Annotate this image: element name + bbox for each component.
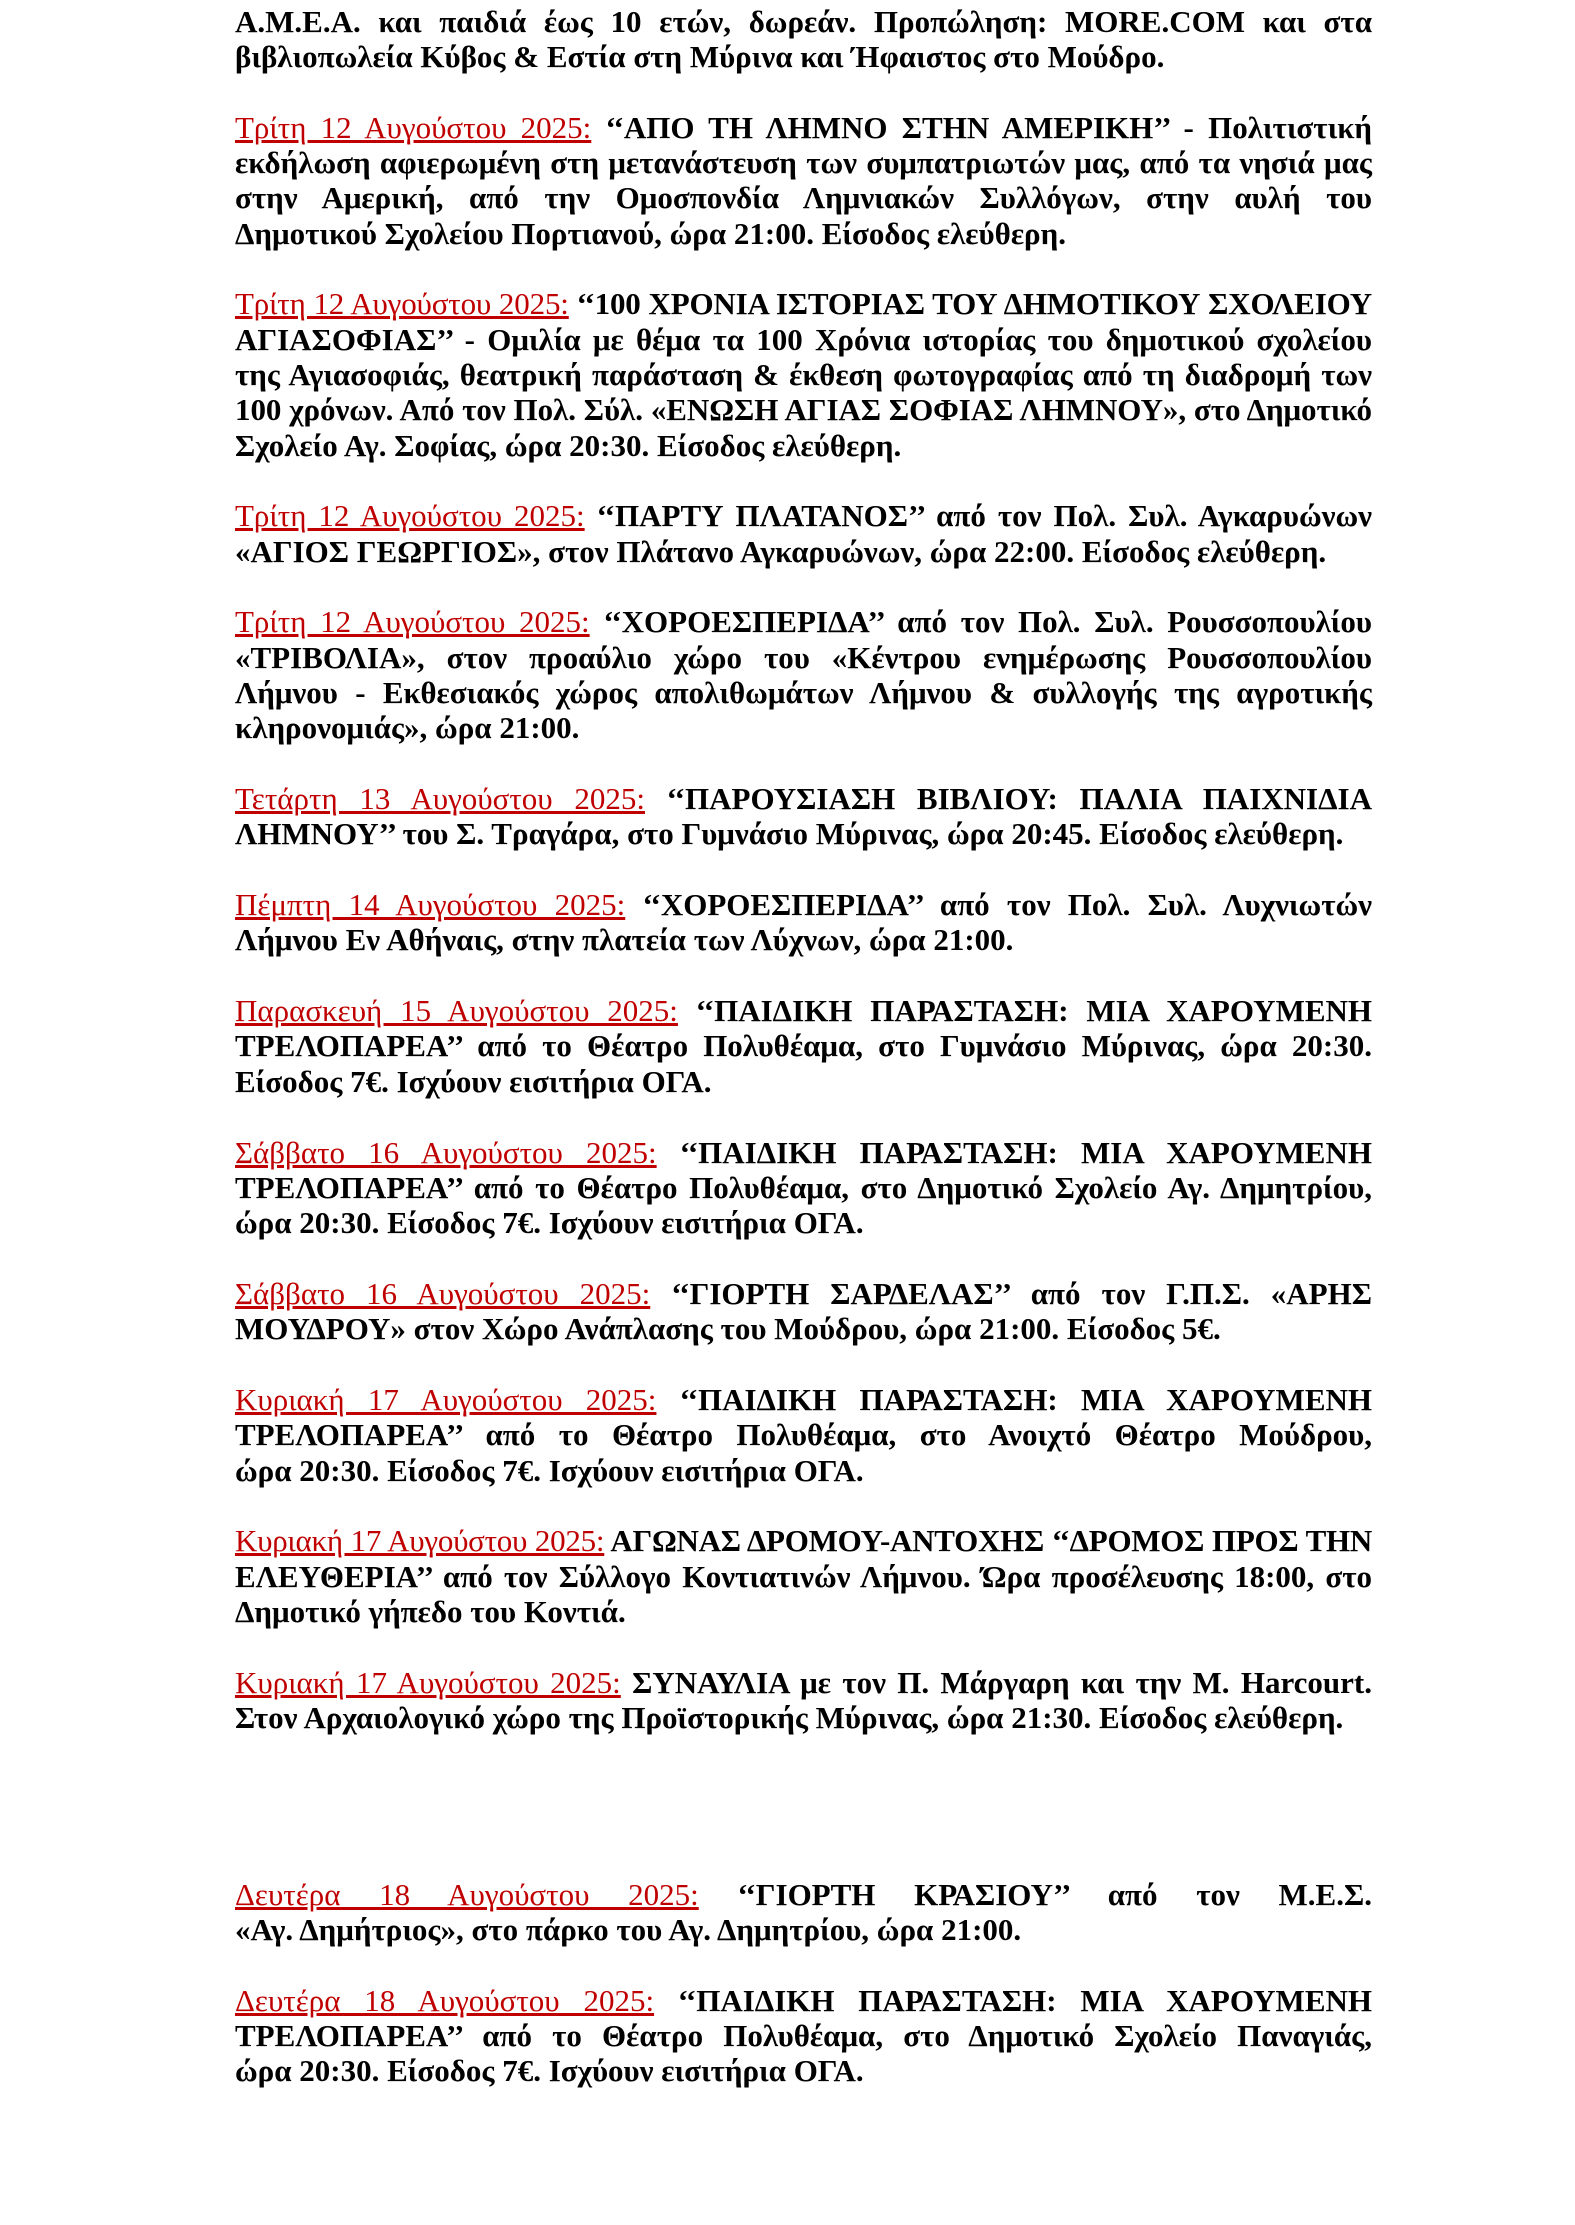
event-date: Τρίτη 12 Αυγούστου 2025: <box>235 286 569 322</box>
event-date: Τετάρτη 13 Αυγούστου 2025: <box>235 781 645 817</box>
event-text-line: «ΤΡΙΒΟΛΙΑ», στον προαύλιο χώρο του «Κέντρου ενημέρωσης Ρουσσοπουλίου <box>235 639 1372 675</box>
event-text-line: Είσοδος 7€. Ισχύουν εισιτήρια ΟΓΑ. <box>235 1063 712 1099</box>
event-text-line: ΤΡΕΛΟΠΑΡΕΑ’’ από το Θέατρο Πολυθέαμα, στο Ανοιχτό Θέατρο Μούδρου, <box>235 1417 1372 1453</box>
event-text-line <box>235 1382 1372 1417</box>
event-entry <box>235 887 1372 958</box>
event-text-line: ΤΡΕΛΟΠΑΡΕΑ’’ από το Θέατρο Πολυθέαμα, στο Γυμνάσιο Μύρινας, ώρα 20:30. <box>235 1028 1372 1064</box>
event-date: Σάββατο 16 Αυγούστου 2025: <box>235 1134 657 1170</box>
event-text-line: ΤΡΕΛΟΠΑΡΕΑ’’ από το Θέατρο Πολυθέαμα, στο Δημοτικό Σχολείο Αγ. Δημητρίου, <box>235 1169 1372 1205</box>
event-text-line <box>235 1983 1372 2018</box>
event-entry <box>235 781 1372 852</box>
event-text-line <box>235 1877 1372 1912</box>
event-date: Δευτέρα 18 Αυγούστου 2025: <box>235 1982 655 2018</box>
event-text-line: Στον Αρχαιολογικό χώρο της Προϊστορικής Μύρινας, ώρα 21:30. Είσοδος ελεύθερη. <box>235 1700 1344 1735</box>
event-entry <box>235 1276 1372 1347</box>
event-entry <box>235 1523 1372 1629</box>
event-text-line: Δημοτικό γήπεδο του Κοντιά. <box>235 1593 626 1629</box>
event-entry <box>235 1983 1372 2089</box>
document-page <box>235 4 1372 2089</box>
event-text: ‘‘ΑΠΟ ΤΗ ΛΗΜΝΟ ΣΤΗΝ ΑΜΕΡΙΚΗ’’ - Πολιτιστική <box>605 109 1373 145</box>
event-text: ‘‘100 ΧΡΟΝΙΑ ΙΣΤΟΡΙΑΣ ΤΟΥ ΔΗΜΟΤΙΚΟΥ ΣΧΟΛΕΙΟΥ <box>576 286 1372 322</box>
event-text-line: κληρονομιάς», ώρα 21:00. <box>235 710 580 746</box>
event-date: Τρίτη 12 Αυγούστου 2025: <box>235 109 592 145</box>
event-text-line: της Αγιασοφιάς, θεατρική παράσταση & έκθεση φωτογραφίας από τη διαδρομή των <box>235 356 1372 392</box>
event-text-line <box>235 1276 1372 1311</box>
event-date: Κυριακή 17 Αυγούστου 2025: <box>235 1381 657 1417</box>
event-text-line: «ΑΓΙΟΣ ΓΕΩΡΓΙΟΣ», στον Πλάτανο Αγκαρυώνων, ώρα 22:00. Είσοδος ελεύθερη. <box>235 533 1327 569</box>
event-text-line <box>235 498 1372 533</box>
event-entry <box>235 110 1372 251</box>
event-text: ‘‘ΠΑΙΔΙΚΗ ΠΑΡΑΣΤΑΣΗ: ΜΙΑ ΧΑΡΟΥΜΕΝΗ <box>695 993 1373 1029</box>
event-text-line: ΛΗΜΝΟΥ’’ του Σ. Τραγάρα, στο Γυμνάσιο Μύρινας, ώρα 20:45. Είσοδος ελεύθερη. <box>235 816 1344 852</box>
event-text: ‘‘ΠΑΡΤΥ ΠΛΑΤΑΝΟΣ’’ από τον Πολ. Συλ. Αγκαρυώνων <box>596 498 1373 534</box>
event-entry <box>235 993 1372 1099</box>
event-entry <box>235 286 1372 463</box>
event-text: ‘‘ΧΟΡΟΕΣΠΕΡΙΔΑ’’ από τον Πολ. Συλ. Ρουσσοπουλίου <box>603 604 1372 640</box>
event-date: Σάββατο 16 Αυγούστου 2025: <box>235 1275 651 1311</box>
event-date: Πέμπτη 14 Αυγούστου 2025: <box>235 887 626 923</box>
event-text-line: Σχολείο Αγ. Σοφίας, ώρα 20:30. Είσοδος ελεύθερη. <box>235 427 902 463</box>
event-entry <box>235 1382 1372 1488</box>
event-text: ‘‘ΠΑΙΔΙΚΗ ΠΑΡΑΣΤΑΣΗ: ΜΙΑ ΧΑΡΟΥΜΕΝΗ <box>677 1982 1372 2018</box>
event-text-line <box>235 110 1372 145</box>
event-entry <box>235 498 1372 569</box>
event-text-line <box>235 286 1372 321</box>
event-text: ‘‘ΠΑΙΔΙΚΗ ΠΑΡΑΣΤΑΣΗ: ΜΙΑ ΧΑΡΟΥΜΕΝΗ <box>679 1381 1372 1417</box>
event-text-line <box>235 887 1372 922</box>
intro-paragraph <box>235 4 1372 75</box>
event-text: ‘‘ΧΟΡΟΕΣΠΕΡΙΔΑ’’ από τον Πολ. Συλ. Λυχνιωτών <box>642 887 1372 923</box>
event-text-line: ώρα 20:30. Είσοδος 7€. Ισχύουν εισιτήρια ΟΓΑ. <box>235 1205 864 1241</box>
event-text-line: 100 χρόνων. Από τον Πολ. Σύλ. «ΕΝΩΣΗ ΑΓΙΑΣ ΣΟΦΙΑΣ ΛΗΜΝΟΥ», στο Δημοτικό <box>235 392 1372 428</box>
event-text: ‘‘ΠΑΙΔΙΚΗ ΠΑΡΑΣΤΑΣΗ: ΜΙΑ ΧΑΡΟΥΜΕΝΗ <box>679 1134 1372 1170</box>
event-text-line: ΕΛΕΥΘΕΡΙΑ’’ από τον Σύλλογο Κοντιατινών Λήμνου. Ώρα προσέλευσης 18:00, στο <box>235 1558 1372 1594</box>
event-text: ΑΓΩΝΑΣ ΔΡΟΜΟΥ-ΑΝΤΟΧΗΣ ‘‘ΔΡΟΜΟΣ ΠΡΟΣ ΤΗΝ <box>610 1523 1372 1559</box>
event-text-line: εκδήλωση αφιερωμένη στη μετανάστευση των συμπατριωτών μας, από τα νησιά μας <box>235 144 1372 180</box>
intro-text-line: βιβλιοπωλεία Κύβος & Εστία στη Μύρινα και Ήφαιστος στο Μούδρο. <box>235 38 1165 74</box>
event-date: Δευτέρα 18 Αυγούστου 2025: <box>235 1876 699 1912</box>
event-date: Τρίτη 12 Αυγούστου 2025: <box>235 604 590 640</box>
event-text: ΣΥΝΑΥΛΙΑ με τον Π. Μάργαρη και την Μ. Harcourt. <box>632 1664 1373 1700</box>
event-entry <box>235 1877 1372 1948</box>
event-text-line <box>235 1135 1372 1170</box>
event-entry <box>235 1135 1372 1241</box>
event-date: Παρασκευή 15 Αυγούστου 2025: <box>235 993 678 1029</box>
event-text-line <box>235 1665 1372 1700</box>
event-text-line: ΜΟΥΔΡΟΥ» στον Χώρο Ανάπλασης του Μούδρου, ώρα 21:00. Είσοδος 5€. <box>235 1311 1221 1347</box>
event-text-line: «Αγ. Δημήτριος», στο πάρκο του Αγ. Δημητρίου, ώρα 21:00. <box>235 1912 1022 1948</box>
event-text-line <box>235 604 1372 639</box>
event-text: ‘‘ΓΙΟΡΤΗ ΣΑΡΔΕΛΑΣ’’ από τον Γ.Π.Σ. «ΑΡΗΣ <box>671 1275 1372 1311</box>
event-text-line: ώρα 20:30. Είσοδος 7€. Ισχύουν εισιτήρια ΟΓΑ. <box>235 1452 864 1488</box>
event-text: ‘‘ΠΑΡΟΥΣΙΑΣΗ ΒΙΒΛΙΟΥ: ΠΑΛΙΑ ΠΑΙΧΝΙΔΙΑ <box>666 781 1372 817</box>
event-entry <box>235 1665 1372 1736</box>
event-text-line <box>235 1523 1372 1558</box>
event-text-line: ΤΡΕΛΟΠΑΡΕΑ’’ από το Θέατρο Πολυθέαμα, στο Δημοτικό Σχολείο Παναγιάς, <box>235 2018 1372 2054</box>
event-date: Τρίτη 12 Αυγούστου 2025: <box>235 498 585 534</box>
event-text-line: Λήμνου Εν Αθήναις, στην πλατεία των Λύχνων, ώρα 21:00. <box>235 922 1014 958</box>
event-text-line: ώρα 20:30. Είσοδος 7€. Ισχύουν εισιτήρια ΟΓΑ. <box>235 2053 864 2089</box>
event-text-line: Δημοτικού Σχολείου Πορτιανού, ώρα 21:00. Είσοδος ελεύθερη. <box>235 215 1067 251</box>
event-text-line: στην Αμερική, από την Ομοσπονδία Λημνιακών Συλλόγων, στην αυλή του <box>235 180 1372 216</box>
event-text-line <box>235 993 1372 1028</box>
event-text-line: ΑΓΙΑΣΟΦΙΑΣ’’ - Ομιλία με θέμα τα 100 Χρόνια ιστορίας του δημοτικού σχολείου <box>235 321 1372 357</box>
event-text-line <box>235 781 1372 816</box>
event-text-line: Λήμνου - Εκθεσιακός χώρος απολιθωμάτων Λήμνου & συλλογής της αγροτικής <box>235 675 1372 711</box>
event-text: ‘‘ΓΙΟΡΤΗ ΚΡΑΣΙΟΥ’’ από τον Μ.Ε.Σ. <box>737 1876 1372 1912</box>
event-date: Κυριακή 17 Αυγούστου 2025: <box>235 1664 621 1700</box>
intro-text-line: Α.Μ.Ε.Α. και παιδιά έως 10 ετών, δωρεάν. Προπώληση: MORE.COM και στα <box>235 3 1372 39</box>
event-entry <box>235 604 1372 745</box>
event-date: Κυριακή 17 Αυγούστου 2025: <box>235 1523 605 1559</box>
